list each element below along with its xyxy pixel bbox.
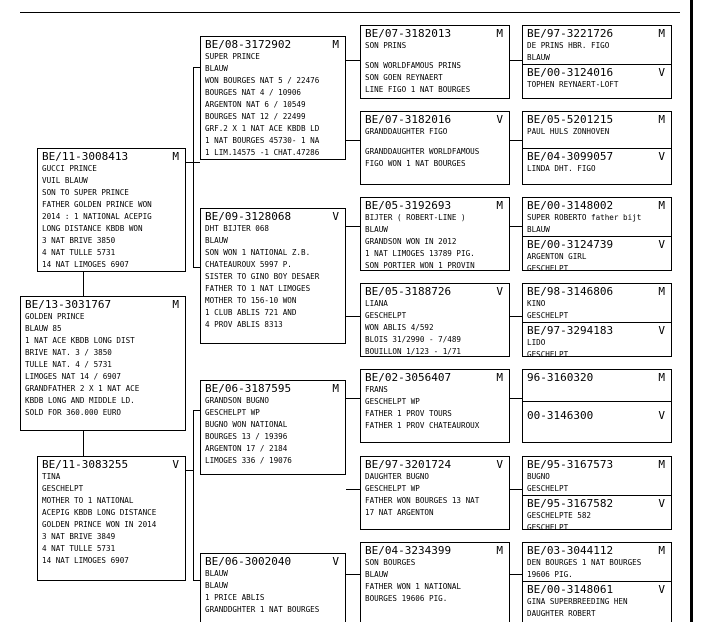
pedigree-line: TOPHEN REYNAERT-LOFT bbox=[527, 80, 619, 89]
pedigree-line: GESCHELPT WP bbox=[205, 408, 260, 417]
great-grandparent-card bbox=[360, 197, 510, 271]
pedigree-line: GRF.2 X 1 NAT ACE KBDB LD bbox=[205, 124, 320, 133]
connector bbox=[510, 489, 522, 490]
pedigree-line: SUPER PRINCE bbox=[205, 52, 260, 61]
pedigree-line: SISTER TO GINO BOY DESAER bbox=[205, 272, 320, 281]
pedigree-line: 3 NAT BRIVE 3849 bbox=[42, 532, 116, 541]
ring-number: BE/07-3182013 bbox=[365, 27, 452, 40]
pedigree-line: 1 NAT LIMOGES 13789 PIG. bbox=[365, 249, 475, 258]
grandparent-card bbox=[200, 380, 346, 475]
pedigree-line: FIGO WON 1 NAT BOURGES bbox=[365, 159, 466, 168]
connector bbox=[346, 398, 360, 399]
great-grandparent-card bbox=[360, 456, 510, 530]
connector bbox=[346, 489, 360, 490]
connector bbox=[510, 574, 522, 575]
pedigree-line: BOURGES NAT 12 / 22499 bbox=[205, 112, 306, 121]
ring-number: BE/00-3148061 bbox=[527, 583, 614, 596]
pedigree-line: SON WON 1 NATIONAL Z.B. bbox=[205, 248, 311, 257]
connector bbox=[193, 267, 200, 268]
sex-marker: V bbox=[658, 583, 665, 596]
ring-number: BE/04-3234399 bbox=[365, 544, 452, 557]
pedigree-line: GESCHELPT bbox=[527, 350, 569, 357]
pedigree-line: MOTHER TO 156-10 WON bbox=[205, 296, 297, 305]
pedigree-line: 17 NAT ARGENTON bbox=[365, 508, 434, 517]
connector bbox=[346, 60, 360, 61]
pedigree-line: KBDB LONG AND MIDDLE LD. bbox=[25, 396, 135, 405]
ring-number: BE/06-3187595 bbox=[205, 382, 292, 395]
pedigree-line: BUGNO WON NATIONAL bbox=[205, 420, 288, 429]
pedigree-line: GESCHELPT WP bbox=[365, 397, 420, 406]
pedigree-line: TINA bbox=[42, 472, 61, 481]
sex-marker: M bbox=[172, 298, 179, 311]
great-grandparent-card bbox=[360, 111, 510, 185]
grandparent-card bbox=[200, 36, 346, 160]
connector bbox=[510, 60, 522, 61]
pedigree-line: DAUGHTER ROBERT bbox=[527, 609, 596, 618]
pedigree-line: BLAUW bbox=[205, 581, 228, 590]
pedigree-line: GESCHELPT bbox=[527, 264, 569, 271]
pedigree-line: 4 NAT TULLE 5731 bbox=[42, 248, 116, 257]
pedigree-line: DE PRINS HBR. FIGO bbox=[527, 41, 610, 50]
ring-number: BE/00-3124739 bbox=[527, 238, 614, 251]
sex-marker: V bbox=[658, 150, 665, 163]
connector bbox=[346, 316, 360, 317]
grandparent-card bbox=[200, 553, 346, 622]
pedigree-line: LIMOGES 336 / 19076 bbox=[205, 456, 292, 465]
pedigree-line: LIANA bbox=[365, 299, 388, 308]
ring-number: BE/97-3294183 bbox=[527, 324, 614, 337]
sex-marker: M bbox=[658, 199, 665, 212]
pedigree-line: BLAUW bbox=[527, 225, 550, 234]
ring-number: BE/97-3221726 bbox=[527, 27, 614, 40]
ring-number: BE/05-3192693 bbox=[365, 199, 452, 212]
great-great-grandparent-card bbox=[522, 456, 672, 530]
pedigree-line: DEN BOURGES 1 NAT BOURGES bbox=[527, 558, 642, 567]
connector bbox=[510, 316, 522, 317]
pedigree-line: BLOIS 31/2990 - 7/489 bbox=[365, 335, 462, 344]
sex-marker: M bbox=[496, 27, 503, 40]
great-great-grandparent-card bbox=[522, 542, 672, 622]
ring-number: BE/09-3128068 bbox=[205, 210, 292, 223]
pedigree-line: 4 NAT TULLE 5731 bbox=[42, 544, 116, 553]
great-great-grandparent-card bbox=[522, 283, 672, 357]
pedigree-line: VUIL BLAUW bbox=[42, 176, 88, 185]
sex-marker: M bbox=[658, 544, 665, 557]
ring-number: BE/11-3083255 bbox=[42, 458, 129, 471]
ring-number: BE/05-5201215 bbox=[527, 113, 614, 126]
pedigree-line: BOURGES 13 / 19396 bbox=[205, 432, 288, 441]
pedigree-line: GOLDEN PRINCE bbox=[25, 312, 85, 321]
dam-card bbox=[37, 456, 186, 581]
great-great-grandparent-card bbox=[522, 25, 672, 99]
pedigree-line: DAUGHTER BUGNO bbox=[365, 472, 430, 481]
sex-marker: V bbox=[332, 210, 339, 223]
great-great-grandparent-card bbox=[522, 111, 672, 185]
pedigree-line: MOTHER TO 1 NATIONAL bbox=[42, 496, 134, 505]
pedigree-line: BOUILLON 1/123 - 1/71 bbox=[365, 347, 462, 356]
ring-number: BE/08-3172902 bbox=[205, 38, 292, 51]
pedigree-line: GRANDFATHER 2 X 1 NAT ACE bbox=[25, 384, 140, 393]
pedigree-line: BUGNO bbox=[527, 472, 550, 481]
pedigree-line: GINA SUPERBREEDING HEN bbox=[527, 597, 628, 606]
pedigree-line: 1 NAT ACE KBDB LONG DIST bbox=[25, 336, 135, 345]
pedigree-line: FATHER 1 PROV TOURS bbox=[365, 409, 452, 418]
pedigree-line: DHT BIJTER 068 bbox=[205, 224, 270, 233]
connector bbox=[193, 580, 200, 581]
pedigree-line: 4 PROV ABLIS 8313 bbox=[205, 320, 283, 329]
sex-marker: V bbox=[658, 324, 665, 337]
sex-marker: V bbox=[172, 458, 179, 471]
pedigree-line: GUCCI PRINCE bbox=[42, 164, 97, 173]
ring-number: BE/13-3031767 bbox=[25, 298, 112, 311]
sex-marker: M bbox=[332, 382, 339, 395]
ring-number: BE/95-3167573 bbox=[527, 458, 614, 471]
pedigree-line: GESCHELPT WP bbox=[365, 484, 420, 493]
sex-marker: M bbox=[496, 199, 503, 212]
sex-marker: M bbox=[172, 150, 179, 163]
ring-number: BE/97-3201724 bbox=[365, 458, 452, 471]
connector bbox=[510, 140, 522, 141]
pedigree-line: LIDO bbox=[527, 338, 546, 347]
great-grandparent-card bbox=[360, 542, 510, 622]
pedigree-line: TULLE NAT. 4 / 5731 bbox=[25, 360, 112, 369]
connector bbox=[346, 226, 360, 227]
sire-card bbox=[37, 148, 186, 272]
ring-number: BE/04-3099057 bbox=[527, 150, 614, 163]
pedigree-line: BLAUW bbox=[205, 569, 228, 578]
connector bbox=[193, 410, 200, 411]
pedigree-line: BIJTER ( ROBERT-LINE ) bbox=[365, 213, 466, 222]
pedigree-line: BLAUW 85 bbox=[25, 324, 62, 333]
pedigree-line: 3 NAT BRIVE 3850 bbox=[42, 236, 116, 245]
pedigree-line: 2014 : 1 NATIONAL ACEPIG bbox=[42, 212, 152, 221]
sex-marker: V bbox=[658, 497, 665, 510]
pedigree-line: FRANS bbox=[365, 385, 388, 394]
ring-number: BE/07-3182016 bbox=[365, 113, 452, 126]
sex-marker: V bbox=[496, 113, 503, 126]
great-great-grandparent-card bbox=[522, 369, 672, 443]
sex-marker: M bbox=[658, 113, 665, 126]
sex-marker: V bbox=[332, 555, 339, 568]
top-rule bbox=[20, 12, 680, 13]
pedigree-line: LINDA DHT. FIGO bbox=[527, 164, 596, 173]
pedigree-line: 19606 PIG. bbox=[527, 570, 573, 579]
great-grandparent-card bbox=[360, 369, 510, 443]
pedigree-line: SON PORTIER WON 1 PROVIN bbox=[365, 261, 475, 270]
connector bbox=[346, 574, 360, 575]
sex-marker: M bbox=[658, 371, 665, 384]
connector bbox=[83, 431, 84, 456]
sex-marker: V bbox=[658, 409, 665, 422]
pedigree-line: FATHER GOLDEN PRINCE WON bbox=[42, 200, 152, 209]
pedigree-line: LIMOGES NAT 14 / 6907 bbox=[25, 372, 122, 381]
connector bbox=[186, 470, 193, 471]
pedigree-line: GESCHELPT bbox=[365, 311, 407, 320]
sex-marker: M bbox=[658, 27, 665, 40]
pedigree-line: GRANDDAUGHTER FIGO bbox=[365, 127, 448, 136]
pedigree-line: GRANDSON WON IN 2012 bbox=[365, 237, 457, 246]
pedigree-line: ARGENTON 17 / 2184 bbox=[205, 444, 288, 453]
ring-number: BE/02-3056407 bbox=[365, 371, 452, 384]
grandparent-card bbox=[200, 208, 346, 344]
pedigree-line: 1 LIM.14575 -1 CHAT.47286 bbox=[205, 148, 320, 157]
sex-marker: V bbox=[658, 66, 665, 79]
ring-number: BE/95-3167582 bbox=[527, 497, 614, 510]
pedigree-line: WON ABLIS 4/592 bbox=[365, 323, 434, 332]
pedigree-line: SON PRINS bbox=[365, 41, 407, 50]
page-edge bbox=[690, 0, 693, 622]
pedigree-line: BLAUW bbox=[205, 64, 228, 73]
pedigree-line: GESCHELPT bbox=[527, 523, 569, 530]
sex-marker: V bbox=[496, 285, 503, 298]
pedigree-line: FATHER TO 1 NAT LIMOGES bbox=[205, 284, 311, 293]
pedigree-line: BLAUW bbox=[205, 236, 228, 245]
pedigree-line: FATHER WON 1 NATIONAL bbox=[365, 582, 462, 591]
pedigree-line: SON GOEN REYNAERT bbox=[365, 73, 443, 82]
pedigree-line: LINE FIGO 1 NAT BOURGES bbox=[365, 85, 471, 94]
pedigree-line: SON BOURGES bbox=[365, 558, 416, 567]
ring-number: BE/11-3008413 bbox=[42, 150, 129, 163]
pedigree-line: 14 NAT LIMOGES 6907 bbox=[42, 260, 129, 269]
pedigree-line: BLAUW bbox=[527, 53, 550, 62]
sex-marker: M bbox=[496, 371, 503, 384]
sex-marker: V bbox=[658, 238, 665, 251]
pedigree-line: GESCHELPTE 582 bbox=[527, 511, 592, 520]
pedigree-line: SON WORLDFAMOUS PRINS bbox=[365, 61, 462, 70]
connector bbox=[193, 410, 194, 580]
pedigree-line: GOLDEN PRINCE WON IN 2014 bbox=[42, 520, 157, 529]
pedigree-line: LONG DISTANCE KBDB WON bbox=[42, 224, 143, 233]
ring-number: 96-3160320 bbox=[527, 371, 594, 384]
sex-marker: M bbox=[658, 285, 665, 298]
pedigree-line: BRIVE NAT. 3 / 3850 bbox=[25, 348, 112, 357]
pedigree-line: 1 CLUB ABLIS 721 AND bbox=[205, 308, 297, 317]
pedigree-line: GRANDDGHTER 1 NAT BOURGES bbox=[205, 605, 320, 614]
ring-number: BE/05-3188726 bbox=[365, 285, 452, 298]
pedigree-line: GESCHELPT bbox=[527, 311, 569, 320]
pedigree-line: FATHER 1 PROV CHATEAUROUX bbox=[365, 421, 480, 430]
great-grandparent-card bbox=[360, 283, 510, 357]
connector bbox=[510, 226, 522, 227]
pedigree-line: KINO bbox=[527, 299, 546, 308]
great-grandparent-card bbox=[360, 25, 510, 99]
connector bbox=[193, 67, 200, 68]
pedigree-line: GESCHELPT bbox=[527, 484, 569, 493]
pedigree-line: ARGENTON NAT 6 / 10549 bbox=[205, 100, 306, 109]
pedigree-line: CHATEAUROUX 5997 P. bbox=[205, 260, 292, 269]
ring-number: BE/00-3148002 bbox=[527, 199, 614, 212]
pedigree-line: 1 PRICE ABLIS bbox=[205, 593, 265, 602]
pedigree-line: SOLD FOR 360.000 EURO bbox=[25, 408, 122, 417]
pedigree-line: GRANDSON BUGNO bbox=[205, 396, 270, 405]
sex-marker: M bbox=[496, 544, 503, 557]
sex-marker: V bbox=[496, 458, 503, 471]
pedigree-line: SON TO SUPER PRINCE bbox=[42, 188, 129, 197]
pigeon-card bbox=[20, 296, 186, 431]
pedigree-line: BLAUW bbox=[365, 225, 388, 234]
pedigree-line: BOURGES NAT 4 / 10906 bbox=[205, 88, 302, 97]
pedigree-line: PAUL HULS ZONHOVEN bbox=[527, 127, 610, 136]
ring-number: BE/00-3124016 bbox=[527, 66, 614, 79]
sex-marker: M bbox=[658, 458, 665, 471]
great-great-grandparent-card bbox=[522, 197, 672, 271]
connector bbox=[193, 67, 194, 267]
pedigree-line: BOURGES 19606 PIG. bbox=[365, 594, 448, 603]
connector bbox=[510, 398, 522, 399]
pedigree-line: 1 NAT BOURGES 45730- 1 NA bbox=[205, 136, 320, 145]
pedigree-line: GESCHELPT bbox=[42, 484, 84, 493]
pedigree-line: ACEPIG KBDB LONG DISTANCE bbox=[42, 508, 157, 517]
pedigree-line: SUPER ROBERTO father bijt bbox=[527, 213, 642, 222]
sex-marker: M bbox=[332, 38, 339, 51]
ring-number: 00-3146300 bbox=[527, 409, 594, 422]
pedigree-line: GRANDDAUGHTER WORLDFAMOUS bbox=[365, 147, 480, 156]
pedigree-line: WON BOURGES NAT 5 / 22476 bbox=[205, 76, 320, 85]
ring-number: BE/98-3146806 bbox=[527, 285, 614, 298]
pedigree-line: ARGENTON GIRL bbox=[527, 252, 587, 261]
ring-number: BE/03-3044112 bbox=[527, 544, 614, 557]
pedigree-line: 14 NAT LIMOGES 6907 bbox=[42, 556, 129, 565]
ring-number: BE/06-3002040 bbox=[205, 555, 292, 568]
pedigree-line: BLAUW bbox=[365, 570, 388, 579]
pedigree-line: FATHER WON BOURGES 13 NAT bbox=[365, 496, 480, 505]
connector bbox=[346, 140, 360, 141]
